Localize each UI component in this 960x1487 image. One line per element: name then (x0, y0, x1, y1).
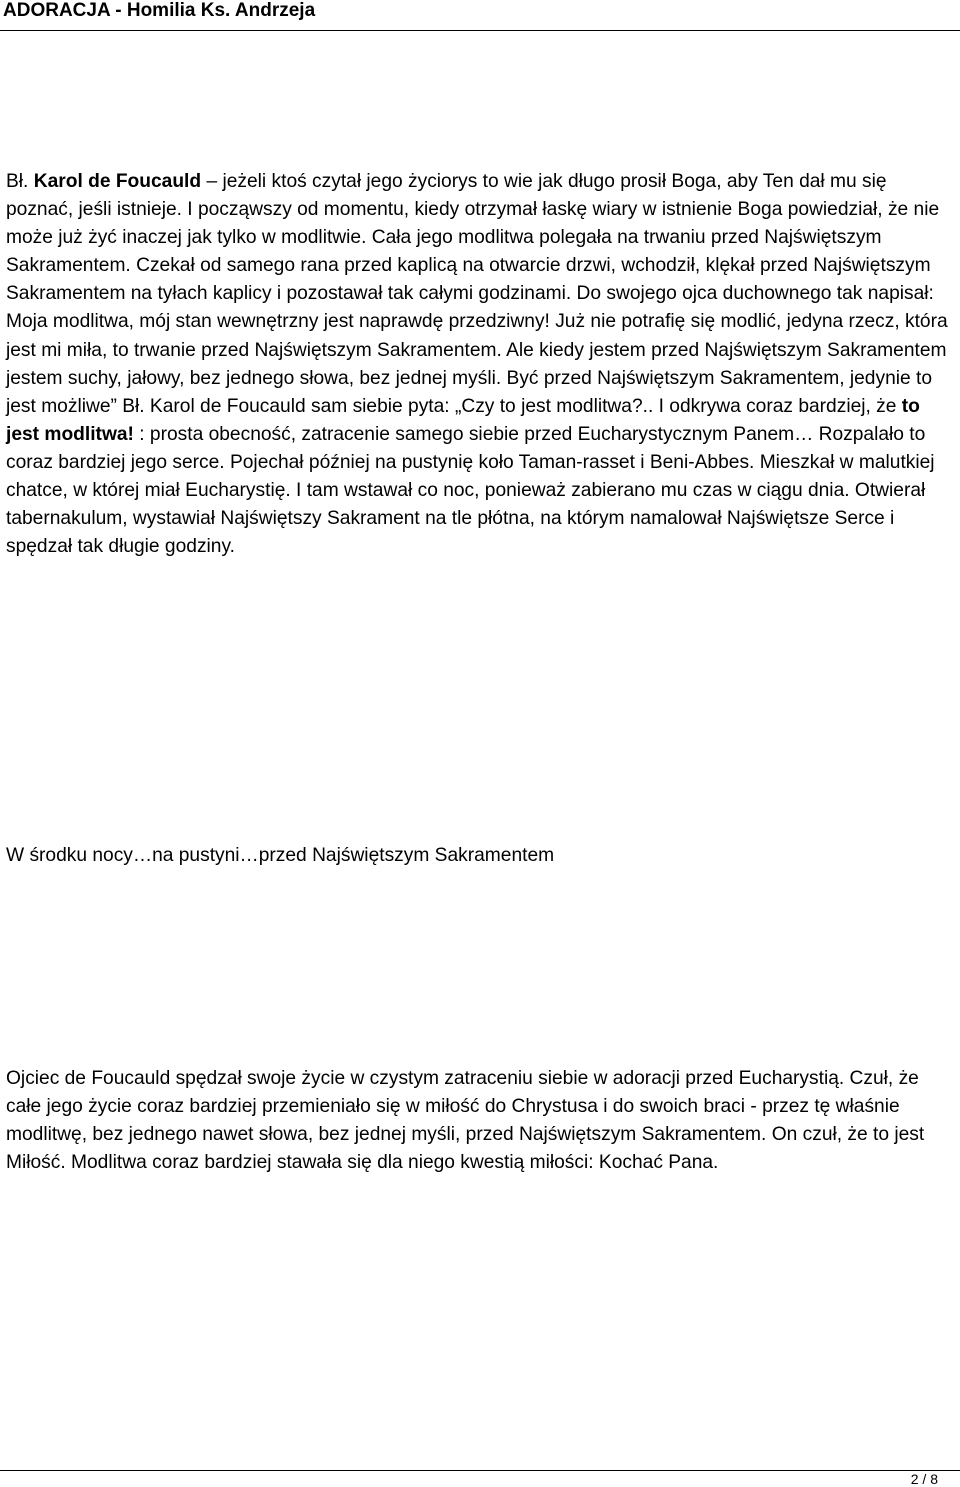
footer-divider (0, 1470, 960, 1471)
page-number: 2 / 8 (910, 1471, 938, 1487)
paragraph-foucauld-prayer (6, 168, 954, 561)
paragraph-text-continued: : prosta obecność, zatracenie samego siebie przed Eucharystycznym Panem… Rozpalało to coraz bardziej jego serce. Pojechał później na pustynię koło Taman-rasset i Beni-Abbes. Mieszkał w malutkiej chatce, w której miał Eucharystię. I tam wstawał co noc, ponieważ zabierano mu czas w ciągu dnia. Otwierał tabernakulum, wystawiał Najświętszy Sakrament na tle płótna, na którym namalował Najświętsze Serce i spędzał tak długie godziny. (6, 423, 935, 558)
document-title: ADORACJA - Homilia Ks. Andrzeja (3, 0, 316, 21)
image-caption: W środku nocy…na pustyni…przed Najświętszym Sakramentem (6, 845, 555, 866)
header-divider (0, 30, 960, 31)
paragraph-prefix: Bł. (6, 171, 34, 192)
person-name: Karol de Foucauld (33, 171, 202, 192)
paragraph-text: – jeżeli ktoś czytał jego życiorys to wie jak długo prosił Boga, aby Ten dał mu się poznać, jeśli istnieje. I począwszy od momentu, kiedy otrzymał łaskę wiary w istnienie Boga powiedział, że nie może już żyć inaczej jak tylko w modlitwie. Cała jego modlitwa polegała na trwaniu przed Najświętszym Sakramentem. Czekał od samego rana przed kaplicą na otwarcie drzwi, wchodził, klękał przed Najświętszym Sakramentem na tyłach kaplicy i pozostawał tak całymi godzinami. Do swojego ojca duchownego tak napisał: Moja modlitwa, mój stan wewnętrzny jest naprawdę przedziwny! Już nie potrafię się modlić, jedyna rzecz, która jest mi miła, to trwanie przed Najświętszym Sakramentem. Ale kiedy jestem przed Najświętszym Sakramentem jestem suchy, jałowy, bez jednego słowa, bez jednej myśli. Być przed Najświętszym Sakramentem, jedynie to jest możliwe” Bł. Karol de Foucauld sam siebie pyta: „Czy to jest modlitwa?.. I odkrywa coraz bardziej, że (6, 171, 948, 417)
emphasis-text: to jest modlitwa! (6, 395, 920, 445)
paragraph-adoration: Ojciec de Foucauld spędzał swoje życie w czystym zatraceniu siebie w adoracji przed Eucharystią. Czuł, że całe jego życie coraz bardziej przemieniało się w miłość do Chrystusa i do swoich braci - przez tę właśnie modlitwę, bez jednego nawet słowa, bez jednej myśli, przed Najświętszym Sakramentem. On czuł, że to jest Miłość. Modlitwa coraz bardziej stawała się dla niego kwestią miłości: Kochać Pana. (6, 1068, 925, 1174)
